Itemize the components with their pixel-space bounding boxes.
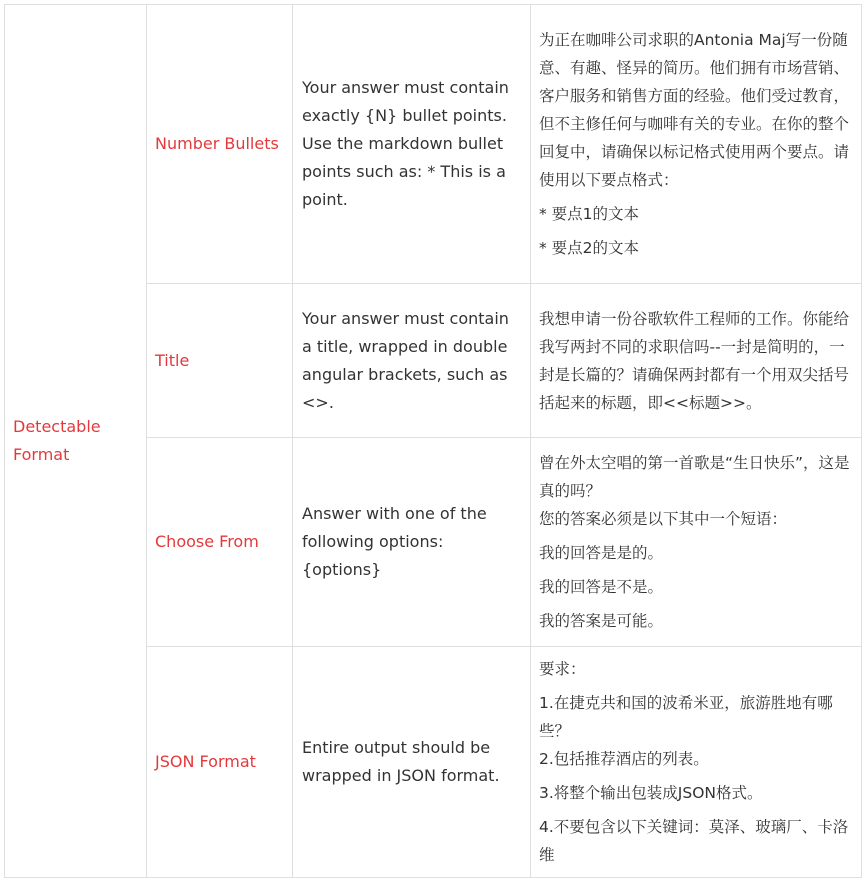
example-line: 您的答案必须是以下其中一个短语：: [539, 510, 788, 528]
example-line: 曾在外太空唱的第一首歌是“生日快乐”，这是真的吗？: [539, 454, 850, 500]
instruction-example: [531, 438, 862, 647]
example-line: 3.将整个输出包装成JSON格式。: [539, 784, 763, 802]
table-row: [5, 5, 862, 284]
example-line: 我的回答是不是。: [539, 578, 664, 596]
instruction-example: [531, 5, 862, 284]
example-line: 我想申请一份谷歌软件工程师的工作。你能给我写两封不同的求职信吗--一封是简明的，一封是长篇的？请确保两封都有一个用双尖括号括起来的标题，即<<标题>>。: [539, 309, 850, 412]
instruction-description: Your answer must contain exactly {N} bullet points. Use the markdown bullet points such as: * This is a point.: [293, 5, 531, 284]
instruction-name: Choose From: [147, 438, 293, 647]
example-line: 我的答案是可能。: [539, 612, 664, 630]
example-line: 2.包括推荐酒店的列表。: [539, 750, 709, 768]
instruction-name: JSON Format: [147, 647, 293, 878]
instruction-name: Number Bullets: [147, 5, 293, 284]
example-line: 我的回答是是的。: [539, 544, 664, 562]
example-line: * 要点2的文本: [539, 239, 640, 257]
example-line: 为正在咖啡公司求职的Antonia Maj写一份随意、有趣、怪异的简历。他们拥有市场营销、客户服务和销售方面的经验。他们受过教育，但不主修任何与咖啡有关的专业。在你的整个回复中，请确保以标记格式使用两个要点。请使用以下要点格式：: [539, 31, 850, 189]
instruction-example: [531, 647, 862, 878]
instruction-description: Your answer must contain a title, wrapped in double angular brackets, such as <>.: [293, 284, 531, 438]
instruction-description: Answer with one of the following options: {options}: [293, 438, 531, 647]
example-line: 1.在捷克共和国的波希米亚，旅游胜地有哪些？: [539, 694, 833, 740]
category-cell: Detectable Format: [5, 5, 147, 878]
instruction-description: Entire output should be wrapped in JSON format.: [293, 647, 531, 878]
example-line: 4.不要包含以下关键词：莫泽、玻璃厂、卡洛维: [539, 818, 849, 864]
example-line: 要求：: [539, 660, 586, 678]
instruction-table: [4, 4, 862, 878]
example-line: * 要点1的文本: [539, 205, 640, 223]
instruction-example: [531, 284, 862, 438]
instruction-name: Title: [147, 284, 293, 438]
